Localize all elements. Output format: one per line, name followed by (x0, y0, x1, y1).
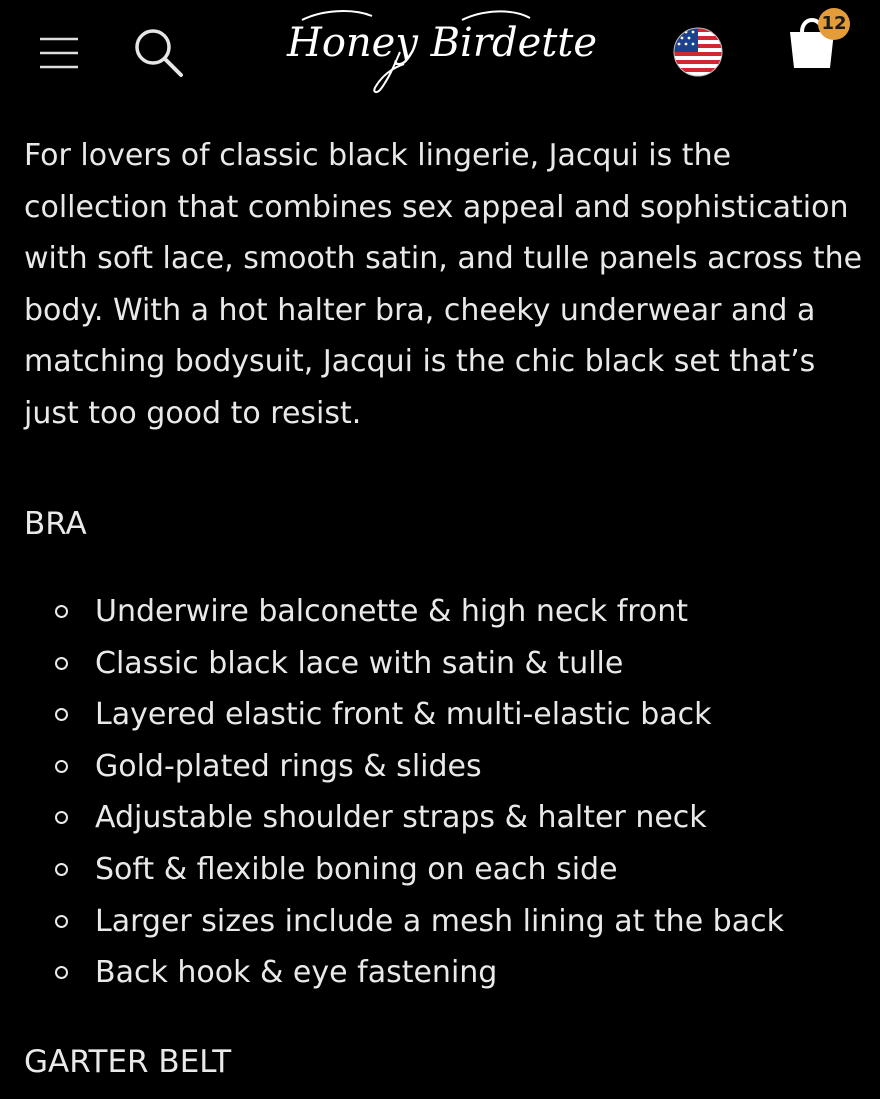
menu-icon[interactable] (38, 26, 80, 74)
bullet-icon (55, 915, 68, 928)
list-item-text: Gold-plated rings & slides (95, 748, 482, 784)
site-header (0, 0, 880, 100)
list-item-text: Back hook & eye fastening (95, 955, 498, 991)
bullet-icon (55, 760, 68, 773)
list-item-text: Adjustable shoulder straps & halter neck (95, 800, 707, 836)
cart-count-badge: 12 (818, 8, 850, 40)
list-item-text: Classic black lace with satin & tulle (95, 645, 624, 681)
brand-logo-text: Honey Birdette (286, 20, 598, 66)
list-item-text: Soft & flexible boning on each side (95, 851, 618, 887)
section-heading-bra: BRA (24, 506, 87, 542)
bullet-icon (55, 966, 68, 979)
cart-button[interactable] (782, 8, 854, 74)
bullet-icon (55, 657, 68, 670)
list-item-text: Underwire balconette & high neck front (95, 594, 689, 629)
list-item-text: Layered elastic front & multi-elastic back (95, 697, 712, 733)
bullet-icon (55, 863, 68, 876)
list-item-text: Larger sizes include a mesh lining at the back (95, 903, 784, 939)
brand-logo-wordmark (262, 6, 622, 96)
bullet-icon (55, 811, 68, 824)
brand-logo[interactable] (262, 6, 622, 96)
search-icon[interactable] (130, 24, 186, 80)
product-description: For lovers of classic black lingerie, Jacqui is the collection that combines sex appeal and sophistication with soft lace, smooth satin, and tulle panels across the body. With a hot halter bra, cheeky underwear and a matching bodysuit, Jacqui is the chic black set that’s just too good to resist. (24, 138, 863, 431)
bullet-icon (55, 708, 68, 721)
us-flag-icon[interactable] (672, 26, 724, 78)
bullet-icon (55, 605, 68, 618)
section-heading-garter-belt: GARTER BELT (24, 1044, 232, 1080)
